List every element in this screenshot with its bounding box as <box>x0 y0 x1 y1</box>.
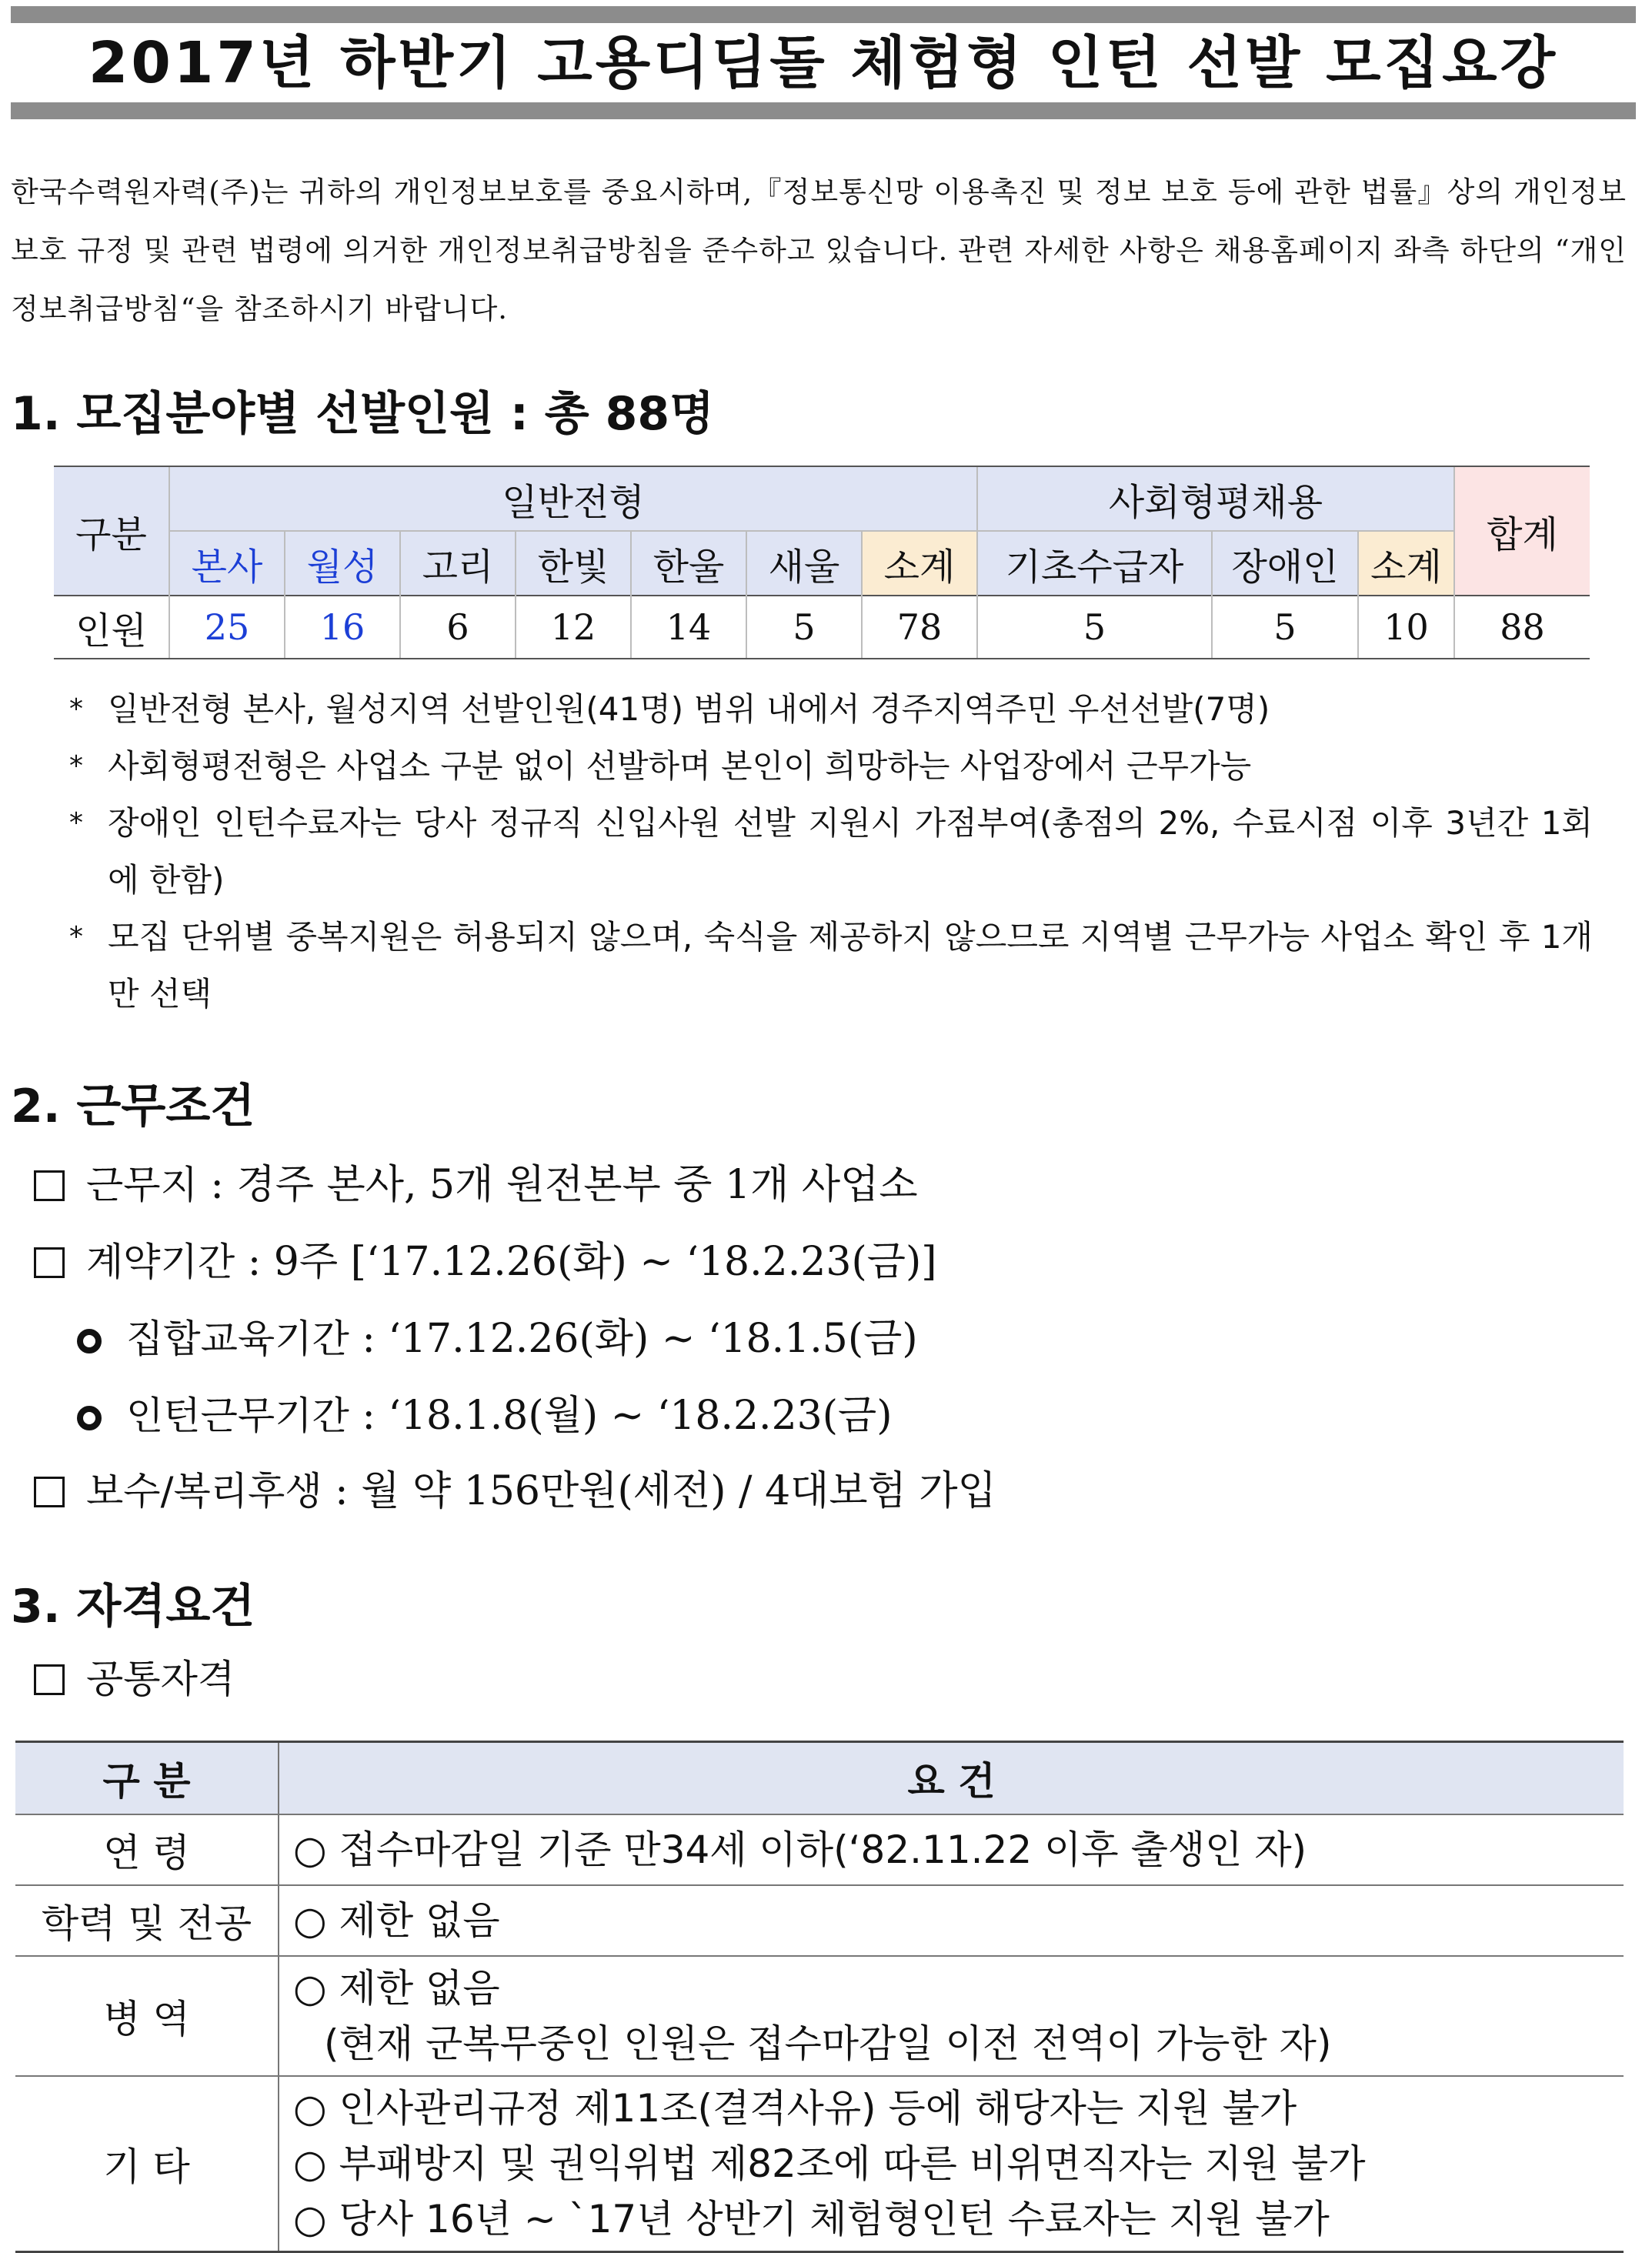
section1-heading: 1. 모집분야별 선발인원 : 총 88명 <box>11 387 715 441</box>
requirement-line: ○ 제한 없음 <box>293 1898 500 1943</box>
cell-wolsong: 16 <box>285 596 400 659</box>
col-hanul: 한울 <box>631 531 746 596</box>
row-label: 인원 <box>54 596 169 659</box>
note-item: * 장애인 인턴수료자는 당사 정규직 신입사원 선발 지원시 가점부여(총점의 2%, 수료시점 이후 3년간 1회에 한함) <box>69 795 1593 909</box>
checkbox-square-icon <box>34 1170 65 1201</box>
intro-paragraph: 한국수력원자력(주)는 귀하의 개인정보보호를 중요시하며,『정보통신망 이용촉진 및 정보 보호 등에 관한 법률』상의 개인정보보호 규정 및 관련 법령에 의거한 개인정보취급방침을 준수하고 있습니다. 관련 자세한 사항은 채용홈페이지 좌측 하단의 “개인정보취급방침“을 참조하시기 바랍니다. <box>11 175 1627 325</box>
checkbox-square-icon <box>34 1664 65 1695</box>
row-label: 병 역 <box>15 1956 279 2076</box>
table-row-age <box>15 1814 1624 1885</box>
page-title: 2017년 하반기 고용디딤돌 체험형 인턴 선발 모집요강 <box>88 30 1559 96</box>
cell-basic-recipient: 5 <box>977 596 1212 659</box>
header-social: 사회형평채용 <box>977 467 1454 531</box>
col-saeul: 새울 <box>746 531 862 596</box>
checkbox-square-icon <box>34 1477 65 1507</box>
recruitment-table <box>54 467 1590 659</box>
condition-workplace: 근무지 : 경주 본사, 5개 원전본부 중 1개 사업소 <box>34 1154 918 1216</box>
table-row-military <box>15 1956 1624 2076</box>
cell-headquarters: 25 <box>169 596 285 659</box>
condition-pay-benefits: 보수/복리후생 : 월 약 156만원(세전) / 4대보험 가입 <box>34 1460 996 1522</box>
asterisk-icon: * <box>69 693 83 725</box>
asterisk-icon: * <box>69 921 83 953</box>
cell-total: 88 <box>1454 596 1590 659</box>
note-item: * 모집 단위별 중복지원은 허용되지 않으며, 숙식을 제공하지 않으므로 지역별 근무가능 사업소 확인 후 1개만 선택 <box>69 909 1593 1023</box>
section3-heading: 3. 자격요건 <box>11 1580 255 1634</box>
col-basic-recipient: 기초수급자 <box>977 531 1212 596</box>
col-disabled: 장애인 <box>1212 531 1358 596</box>
col-hanbit: 한빛 <box>516 531 631 596</box>
common-qualification-heading: 공통자격 <box>34 1648 235 1710</box>
header-category: 구분 <box>54 467 169 596</box>
condition-contract-period: 계약기간 : 9주 [‘17.12.26(화) ~ ‘18.2.23(금)] <box>34 1231 937 1293</box>
cell-disabled: 5 <box>1212 596 1358 659</box>
requirement-line: ○ 접수마감일 기준 만34세 이하(‘82.11.22 이후 출생인 자) <box>293 1827 1307 1872</box>
requirement-line: (현재 군복무중인 인원은 접수마감일 이전 전역이 가능한 자) <box>324 2021 1332 2066</box>
requirement-line: ○ 부패방지 및 권익위법 제82조에 따른 비위면직자는 지원 불가 <box>293 2141 1366 2186</box>
cell-hanbit: 12 <box>516 596 631 659</box>
col-wolsong: 월성 <box>285 531 400 596</box>
row-label: 연 령 <box>15 1814 279 1885</box>
bullet-circle-icon <box>77 1329 102 1353</box>
title-bottom-rule <box>11 102 1636 119</box>
section2-heading: 2. 근무조건 <box>11 1080 255 1133</box>
checkbox-square-icon <box>34 1247 65 1278</box>
header-general: 일반전형 <box>169 467 977 531</box>
asterisk-icon: * <box>69 750 83 782</box>
requirement-line: ○ 당사 16년 ~ `17년 상반기 체험형인턴 수료자는 지원 불가 <box>293 2196 1330 2241</box>
cell-saeul: 5 <box>746 596 862 659</box>
requirement-line: ○ 인사관리규정 제11조(결격사유) 등에 해당자는 지원 불가 <box>293 2085 1297 2131</box>
table-row-education <box>15 1885 1624 1956</box>
cell-general-subtotal: 78 <box>862 596 977 659</box>
col-social-subtotal: 소계 <box>1358 531 1454 596</box>
asterisk-icon: * <box>69 807 83 839</box>
cell-hanul: 14 <box>631 596 746 659</box>
note-item: * 일반전형 본사, 월성지역 선발인원(41명) 범위 내에서 경주지역주민 우선선발(7명) <box>69 681 1593 738</box>
condition-training-period: 집합교육기간 : ‘17.12.26(화) ~ ‘18.1.5(금) <box>77 1308 918 1370</box>
cell-kori: 6 <box>400 596 516 659</box>
condition-intern-period: 인턴근무기간 : ‘18.1.8(월) ~ ‘18.2.23(금) <box>77 1385 893 1447</box>
table-header-row <box>15 1742 1624 1815</box>
header-category: 구 분 <box>15 1742 279 1815</box>
requirement-line: ○ 제한 없음 <box>293 1966 500 2011</box>
row-label: 기 타 <box>15 2076 279 2251</box>
col-general-subtotal: 소계 <box>862 531 977 596</box>
qualification-table <box>15 1741 1624 2253</box>
header-requirement: 요 건 <box>279 1742 1624 1815</box>
row-label: 학력 및 전공 <box>15 1885 279 1956</box>
header-total: 합계 <box>1454 467 1590 596</box>
note-item: * 사회형평전형은 사업소 구분 없이 선발하며 본인이 희망하는 사업장에서 근무가능 <box>69 738 1593 795</box>
title-top-rule <box>11 6 1636 23</box>
notes-list <box>69 681 1593 1023</box>
col-headquarters: 본사 <box>169 531 285 596</box>
bullet-circle-icon <box>77 1406 102 1430</box>
col-kori: 고리 <box>400 531 516 596</box>
table-row-other <box>15 2076 1624 2251</box>
cell-social-subtotal: 10 <box>1358 596 1454 659</box>
